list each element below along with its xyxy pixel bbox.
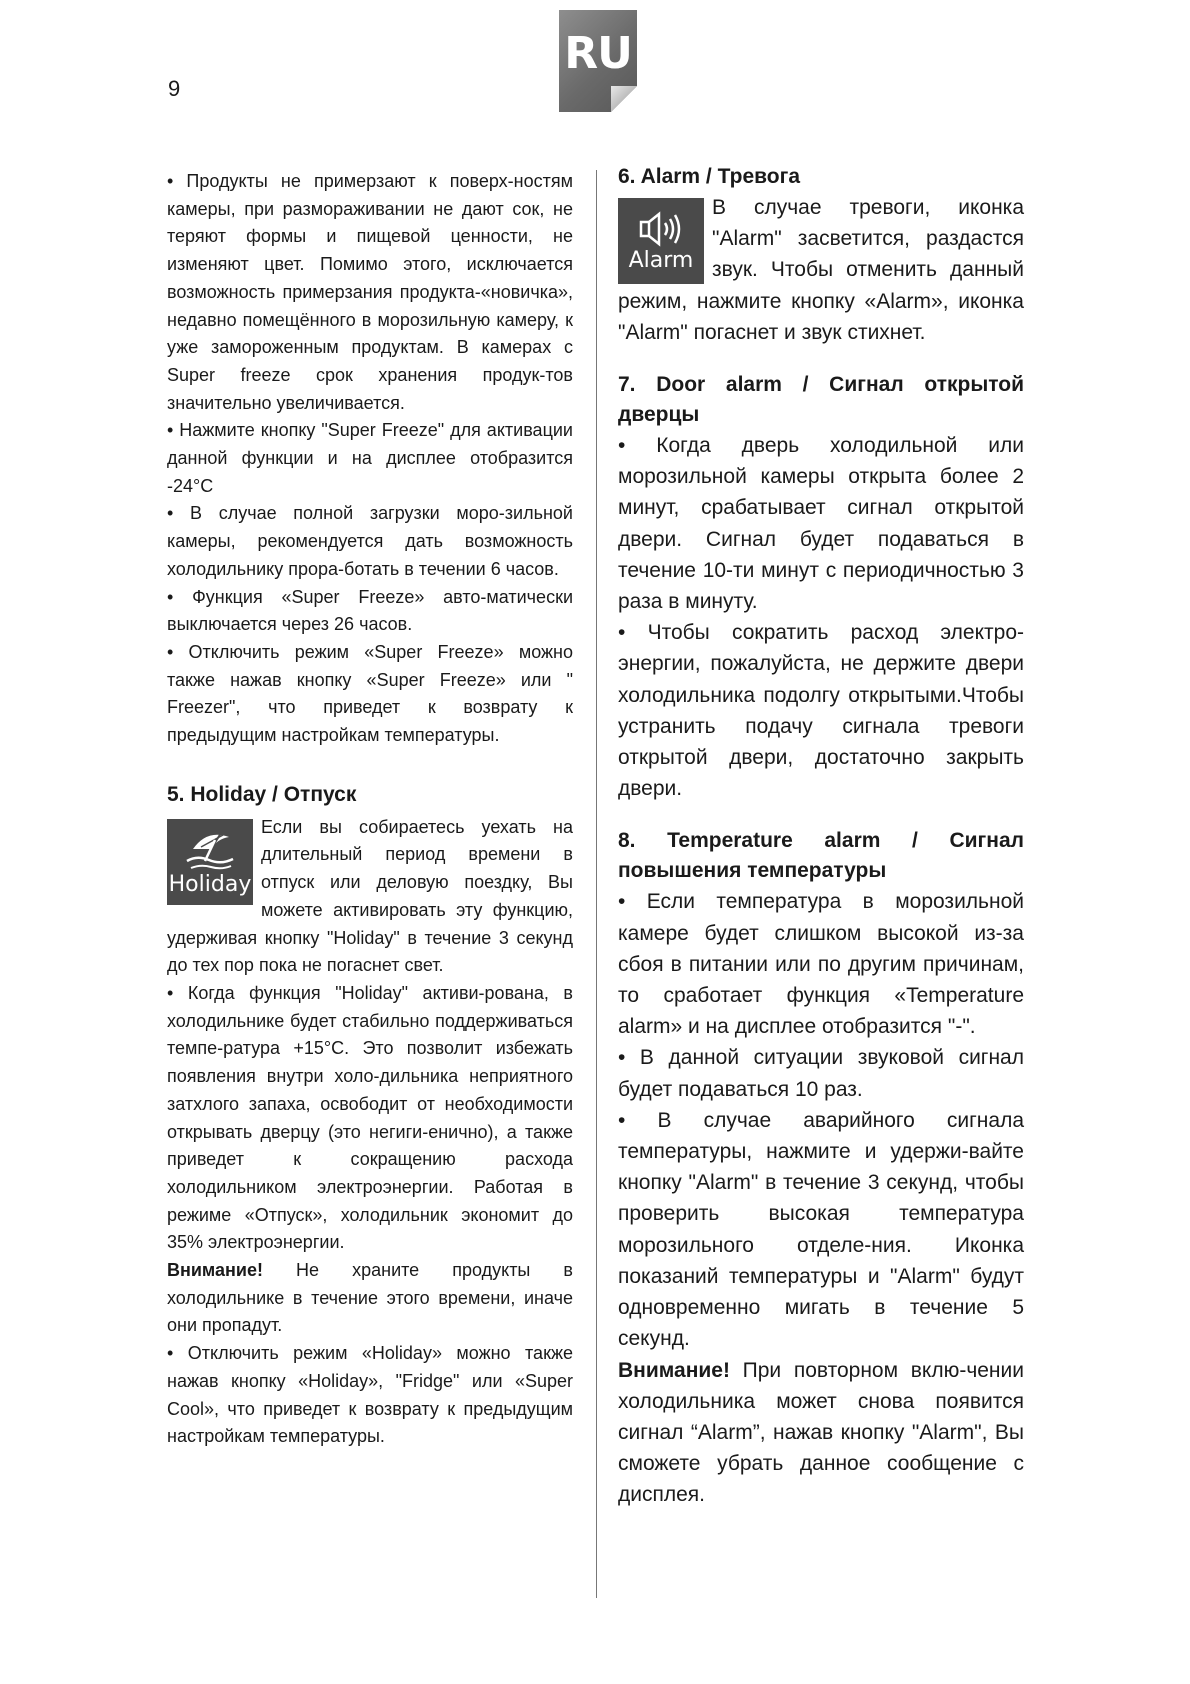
- holiday-paragraph-2: • Когда функция "Holiday" активи-рована, в холодильнике будет стабильно поддерживаться темпе-ратура +15°С. Это позволит избежать появления внутри холо-дильника неприятного затхлого запаха, освободит от необходимости открывать дверцу (это негиги-енично), а также приведет к сокращению расхода холодильником электроэнергии. Работая в режиме «Отпуск», холодильник экономит до 35% электроэнергии.: [167, 982, 573, 1253]
- door-alarm-paragraph-1: • Когда дверь холодильной или морозильной камеры открыта более 2 минут, срабатывает сигнал открытой двери. Сигнал будет подаваться в течение 10-ти минут с периодичностью 3 раза в минуту.: [618, 434, 1024, 614]
- door-alarm-paragraph-2: • Чтобы сократить расход электро-энергии, пожалуйста, не держите двери холодильника подолгу открытыми.Чтобы устранить подачу сигнала тревоги открытой двери, достаточно закрыть двери.: [618, 621, 1024, 801]
- page-number: 9: [168, 76, 181, 101]
- left-column: [167, 168, 573, 1451]
- right-column: [618, 162, 1024, 1511]
- temperature-alarm-warning-text: При повторном вклю-чении холодильника может снова появится сигнал “Alarm”, нажав кнопку "Alarm", Вы сможете убрать данное сообщение с дисплея.: [618, 1358, 1024, 1507]
- holiday-paragraph-4: • Отключить режим «Holiday» можно также нажав кнопку «Holiday», "Fridge" или «Super Cool», что приведет к возврату к предыдущим настройкам температуры.: [167, 1343, 573, 1447]
- language-badge: [559, 10, 637, 112]
- holiday-warning: [167, 1257, 573, 1340]
- holiday-icon-box: [167, 819, 253, 905]
- holiday-warning-text: Не храните продукты в холодильнике в течение этого времени, иначе они пропадут.: [167, 1260, 573, 1336]
- alarm-icon-label: Alarm: [628, 248, 694, 273]
- super-freeze-paragraph-1: • Продукты не примерзают к поверх-ностям камеры, при размораживании не дают сок, не теряют формы и пищевой ценности, не изменяют цвет. Помимо этого, исключается возможность примерзания продукта-«новичка», недавно помещённого в морозильную камеру, к уже замороженным продуктам. В камерах с Super freeze срок хранения продук-тов значительно увеличивается.: [167, 171, 573, 413]
- super-freeze-paragraph-5: • Отключить режим «Super Freeze» можно также нажав кнопку «Super Freeze» или " Freezer", что приведет к возврату к предыдущим настройкам температуры.: [167, 641, 573, 746]
- beach-umbrella-icon: [183, 827, 237, 873]
- column-divider: [596, 170, 597, 1598]
- super-freeze-paragraph-3: • В случае полной загрузки моро-зильной камеры, рекомендуется дать возможность холодильнику прора-ботать в течении 6 часов.: [167, 503, 573, 579]
- door-alarm-heading: 7. Door alarm / Сигнал открытой дверцы: [618, 373, 1024, 427]
- super-freeze-paragraph-2: • Нажмите кнопку "Super Freeze" для активации данной функции и на дисплее отобразится -24°С: [167, 420, 573, 496]
- temperature-alarm-warning-label: Внимание!: [618, 1358, 730, 1382]
- holiday-warning-label: Внимание!: [167, 1260, 263, 1281]
- alarm-icon-box: [618, 198, 704, 284]
- super-freeze-paragraph-4: • Функция «Super Freeze» авто-матически выключается через 26 часов.: [167, 586, 573, 635]
- temperature-alarm-heading: 8. Temperature alarm / Сигнал повышения температуры: [618, 829, 1024, 883]
- alarm-heading: 6. Alarm / Тревога: [618, 165, 801, 188]
- page-curl-decoration: [611, 86, 637, 112]
- speaker-sound-icon: [635, 209, 687, 249]
- temperature-alarm-paragraph-3: • В случае аварийного сигнала температуры, нажмите и удержи-вайте кнопку "Alarm" в течение 3 секунд, чтобы проверить высокая температура морозильного отделе-ния. Иконка показаний температуры и "Alarm" будут одновременно мигать в течение 5 секунд.: [618, 1108, 1024, 1351]
- temperature-alarm-paragraph-1: • Если температура в морозильной камере будет слишком высокой из-за сбоя в питании или по другим причинам, то сработает функция «Temperature alarm» и на дисплее отобразится "-".: [618, 890, 1024, 1039]
- alarm-text: В случае тревоги, иконка "Alarm" засветится, раздастся звук. Чтобы отменить данный режим, нажмите кнопку «Alarm», иконка "Alarm" погаснет и звук стихнет.: [618, 196, 1024, 344]
- holiday-intro: Если вы собираетесь уехать на длительный период времени в отпуск или деловую поездку, Вы можете активировать эту функцию, удерживая кнопку "Holiday" в течение 3 секунд до тех пор пока не погаснет свет.: [167, 816, 573, 976]
- temperature-alarm-warning: [618, 1355, 1024, 1511]
- language-badge-label: RU: [564, 28, 632, 79]
- temperature-alarm-paragraph-2: • В данной ситуации звуковой сигнал будет подаваться 10 раз.: [618, 1046, 1024, 1101]
- holiday-icon-label: Holiday: [168, 871, 252, 897]
- holiday-heading: 5. Holiday / Отпуск: [167, 782, 357, 806]
